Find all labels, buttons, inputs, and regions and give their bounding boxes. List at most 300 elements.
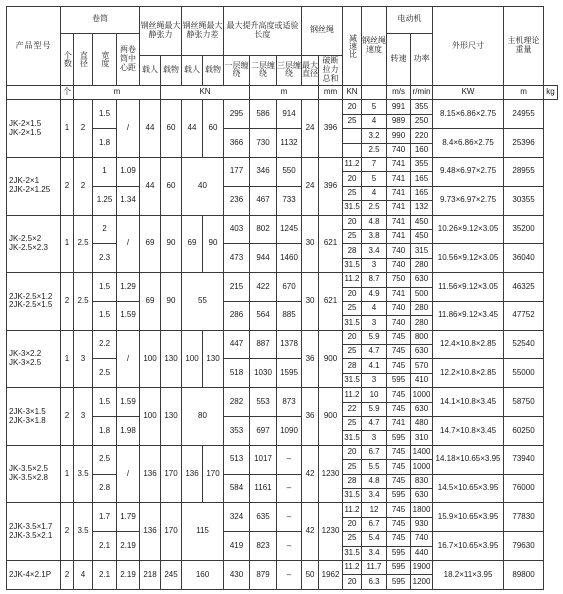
lift-layer-1: 513 xyxy=(224,445,250,474)
rope-static-cargo: 60 xyxy=(161,158,182,216)
rope-static-people: 100 xyxy=(140,330,161,388)
weight: 52540 xyxy=(504,330,544,359)
lift-layer-3: 885 xyxy=(277,301,302,330)
drum-count: 2 xyxy=(61,158,74,216)
lift-layer-2: 887 xyxy=(250,330,277,359)
motor-ratio: 11.2 xyxy=(343,560,362,574)
header-ratio: 减速比 xyxy=(343,7,362,86)
header-rpm: 转速 xyxy=(387,33,411,85)
rope-dia: 36 xyxy=(302,388,319,446)
motor-power: 160 xyxy=(411,143,433,157)
drum-gap: 1.98 xyxy=(117,417,140,446)
motor-rpm: 745 xyxy=(387,330,411,344)
lift-layer-2: 635 xyxy=(250,503,277,532)
dimensions: 14.5×10.65×3.95 xyxy=(433,474,504,503)
drum-width: 2 xyxy=(93,215,117,244)
dimensions: 14.1×10.8×3.45 xyxy=(433,388,504,417)
rope-dia: 30 xyxy=(302,215,319,273)
unit-kn: KN xyxy=(161,86,250,100)
lift-layer-2: 422 xyxy=(250,273,277,302)
model-name xyxy=(7,100,61,158)
lift-layer-3: 914 xyxy=(277,100,302,129)
model-name-line: 2JK-3×1.5 xyxy=(9,406,46,416)
motor-speed: 4.7 xyxy=(362,345,387,359)
rope-diff-people: 44 xyxy=(182,100,203,158)
motor-speed: 2.5 xyxy=(362,201,387,215)
motor-speed: 6.7 xyxy=(362,445,387,459)
rope-static-cargo: 90 xyxy=(161,215,182,273)
motor-rpm: 741 xyxy=(387,172,411,186)
motor-speed: 4 xyxy=(362,301,387,315)
table-row xyxy=(7,560,558,574)
header-rd-people: 载人 xyxy=(182,55,203,85)
rope-break: 396 xyxy=(319,100,343,158)
lift-layer-3: 1245 xyxy=(277,215,302,244)
motor-power: 1000 xyxy=(411,460,433,474)
rope-static-people: 69 xyxy=(140,215,161,273)
motor-rpm: 991 xyxy=(387,100,411,114)
dimensions: 8.4×6.86×2.75 xyxy=(433,129,504,158)
weight: 60250 xyxy=(504,417,544,446)
lift-layer-1: 324 xyxy=(224,503,250,532)
motor-power: 1200 xyxy=(411,575,433,590)
header-layer2: 二层缠绕 xyxy=(250,55,277,85)
motor-rpm: 745 xyxy=(387,402,411,416)
lift-layer-2: 1161 xyxy=(250,474,277,503)
dimensions: 18.2×11×3.95 xyxy=(433,560,504,589)
dimensions: 8.15×6.86×2.75 xyxy=(433,100,504,129)
model-name xyxy=(7,158,61,216)
drum-count: 2 xyxy=(61,560,74,589)
table-row xyxy=(7,86,558,100)
motor-ratio: 25 xyxy=(343,186,362,200)
motor-power: 930 xyxy=(411,517,433,531)
motor-power: 1800 xyxy=(411,503,433,517)
motor-power: 410 xyxy=(411,373,433,387)
model-name-line: 2JK-3.5×2.1 xyxy=(9,530,53,540)
weight: 46325 xyxy=(504,273,544,302)
motor-speed: 4.7 xyxy=(362,417,387,431)
motor-power: 250 xyxy=(411,114,433,128)
motor-power: 355 xyxy=(411,158,433,172)
drum-gap: 1.79 xyxy=(117,503,140,532)
model-name xyxy=(7,560,61,589)
drum-gap: 1.34 xyxy=(117,186,140,215)
weight: 28955 xyxy=(504,158,544,187)
motor-rpm: 990 xyxy=(387,129,411,143)
drum-width: 1.7 xyxy=(93,503,117,532)
weight: 73940 xyxy=(504,445,544,474)
model-name-line: 2JK-2×1.25 xyxy=(9,185,51,195)
weight: 25396 xyxy=(504,129,544,158)
header-rope-break: 破断拉力总和 xyxy=(319,55,343,85)
drum-width: 1 xyxy=(93,158,117,187)
lift-layer-2: 1030 xyxy=(250,359,277,388)
motor-speed: 11.7 xyxy=(362,560,387,574)
motor-ratio: 11.2 xyxy=(343,273,362,287)
motor-ratio: 31.5 xyxy=(343,258,362,272)
weight: 58750 xyxy=(504,388,544,417)
header-rope-diff: 钢丝绳最大静张力差 xyxy=(182,7,224,56)
rope-static-people: 136 xyxy=(140,445,161,503)
motor-rpm: 741 xyxy=(387,229,411,243)
drum-gap: / xyxy=(117,330,140,388)
lift-layer-3: 1460 xyxy=(277,244,302,273)
unit-count: 个 xyxy=(61,86,74,100)
table-row xyxy=(7,273,558,287)
lift-layer-1: 518 xyxy=(224,359,250,388)
motor-speed: 7 xyxy=(362,158,387,172)
lift-layer-3: – xyxy=(277,474,302,503)
motor-rpm: 745 xyxy=(387,503,411,517)
weight: 55000 xyxy=(504,359,544,388)
lift-layer-1: 286 xyxy=(224,301,250,330)
motor-ratio: 28 xyxy=(343,474,362,488)
motor-speed: 4.9 xyxy=(362,287,387,301)
unit-kw: KW xyxy=(433,86,504,100)
header-lift: 最大提升高度或适验长度 xyxy=(224,7,302,56)
motor-rpm: 595 xyxy=(387,431,411,445)
table-row xyxy=(7,100,558,114)
dimensions: 9.73×6.97×2.75 xyxy=(433,186,504,215)
motor-ratio: 25 xyxy=(343,460,362,474)
header-drum-gap: 两卷筒中心距 xyxy=(117,33,140,85)
model-name-line: JK-2×1.5 xyxy=(9,127,42,137)
lift-layer-2: 586 xyxy=(250,100,277,129)
motor-power: 630 xyxy=(411,345,433,359)
rope-static-cargo: 170 xyxy=(161,445,182,503)
dimensions: 12.2×10.8×2.85 xyxy=(433,359,504,388)
model-name xyxy=(7,388,61,446)
drum-dia: 2 xyxy=(74,100,93,158)
lift-layer-1: 366 xyxy=(224,129,250,158)
motor-ratio: 25 xyxy=(343,417,362,431)
lift-layer-2: 879 xyxy=(250,560,277,589)
motor-ratio: 25 xyxy=(343,345,362,359)
drum-gap: 1.09 xyxy=(117,158,140,187)
motor-ratio: 20 xyxy=(343,100,362,114)
motor-ratio: 31.5 xyxy=(343,488,362,502)
rope-break: 1230 xyxy=(319,445,343,503)
lift-layer-2: 346 xyxy=(250,158,277,187)
rope-break: 621 xyxy=(319,215,343,273)
lift-layer-1: 473 xyxy=(224,244,250,273)
table-row xyxy=(7,330,558,344)
header-layer3: 三层缠绕 xyxy=(277,55,302,85)
lift-layer-2: 802 xyxy=(250,215,277,244)
drum-width: 1.8 xyxy=(93,417,117,446)
motor-ratio: 25 xyxy=(343,532,362,546)
lift-layer-1: 353 xyxy=(224,417,250,446)
table-row xyxy=(7,7,558,34)
model-name xyxy=(7,215,61,273)
rope-diff: 40 xyxy=(182,158,224,216)
header-drum-dia: 直径 xyxy=(74,33,93,85)
drum-width: 1.5 xyxy=(93,273,117,302)
lift-layer-2: 697 xyxy=(250,417,277,446)
lift-layer-1: 584 xyxy=(224,474,250,503)
hoist-spec-table xyxy=(6,6,558,590)
drum-dia: 2.5 xyxy=(74,215,93,273)
table-row xyxy=(7,158,558,172)
motor-speed: 8.7 xyxy=(362,273,387,287)
drum-count: 1 xyxy=(61,215,74,273)
rope-break: 1230 xyxy=(319,503,343,561)
drum-dia: 3.5 xyxy=(74,503,93,561)
weight: 47752 xyxy=(504,301,544,330)
model-name-line: JK-2.5×2.3 xyxy=(9,242,48,252)
unit-kn2: KN xyxy=(343,86,362,100)
lift-layer-3: – xyxy=(277,560,302,589)
unit-m3: m xyxy=(504,86,544,100)
header-drum-width: 宽度 xyxy=(93,33,117,85)
motor-power: 450 xyxy=(411,215,433,229)
motor-rpm: 745 xyxy=(387,460,411,474)
drum-dia: 2.5 xyxy=(74,273,93,331)
motor-rpm: 989 xyxy=(387,114,411,128)
header-model: 产品型号 xyxy=(7,7,61,86)
dimensions: 16.7×10.65×3.95 xyxy=(433,532,504,561)
lift-layer-2: 823 xyxy=(250,532,277,561)
motor-ratio: 11.2 xyxy=(343,158,362,172)
model-name-line: 2JK-3.5×1.7 xyxy=(9,521,53,531)
rope-break: 900 xyxy=(319,330,343,388)
lift-layer-3: 1378 xyxy=(277,330,302,359)
model-name-line: 2JK-2.5×1.2 xyxy=(9,291,53,301)
motor-speed: 3 xyxy=(362,431,387,445)
lift-layer-1: 430 xyxy=(224,560,250,589)
motor-rpm: 745 xyxy=(387,532,411,546)
model-name-line: JK-2.5×2 xyxy=(9,234,42,244)
model-name-line: JK-2×1.5 xyxy=(9,118,42,128)
lift-layer-2: 553 xyxy=(250,388,277,417)
model-name xyxy=(7,273,61,331)
motor-speed: 3.8 xyxy=(362,229,387,243)
rope-break: 900 xyxy=(319,388,343,446)
header-layer1: 一层缠绕 xyxy=(224,55,250,85)
motor-rpm: 740 xyxy=(387,143,411,157)
motor-speed: 4 xyxy=(362,186,387,200)
drum-width: 2.2 xyxy=(93,330,117,359)
motor-speed: 4.8 xyxy=(362,474,387,488)
motor-rpm: 741 xyxy=(387,417,411,431)
motor-speed: 4.8 xyxy=(362,215,387,229)
motor-ratio: 31.5 xyxy=(343,201,362,215)
drum-gap: 2.19 xyxy=(117,560,140,589)
motor-rpm: 595 xyxy=(387,575,411,590)
drum-width: 1.5 xyxy=(93,388,117,417)
motor-power: 630 xyxy=(411,488,433,502)
motor-power: 480 xyxy=(411,417,433,431)
motor-rpm: 745 xyxy=(387,388,411,402)
lift-layer-1: 177 xyxy=(224,158,250,187)
unit-ms: m/s xyxy=(387,86,411,100)
motor-power: 570 xyxy=(411,359,433,373)
motor-power: 280 xyxy=(411,258,433,272)
motor-power: 310 xyxy=(411,431,433,445)
motor-rpm: 745 xyxy=(387,359,411,373)
lift-layer-1: 419 xyxy=(224,532,250,561)
dimensions: 9.48×6.97×2.75 xyxy=(433,158,504,187)
header-rs-cargo: 载物 xyxy=(161,55,182,85)
motor-speed: 4 xyxy=(362,114,387,128)
motor-power: 280 xyxy=(411,316,433,330)
header-speed: 钢丝绳速度 xyxy=(362,7,387,86)
drum-gap: / xyxy=(117,445,140,503)
motor-power: 440 xyxy=(411,546,433,560)
motor-power: 800 xyxy=(411,330,433,344)
rope-static-cargo: 90 xyxy=(161,273,182,331)
motor-speed: 3 xyxy=(362,373,387,387)
motor-ratio: 31.5 xyxy=(343,316,362,330)
motor-ratio: 20 xyxy=(343,287,362,301)
rope-diff-people: 69 xyxy=(182,215,203,273)
motor-ratio xyxy=(343,143,362,157)
header-drum: 卷筒 xyxy=(61,7,140,34)
drum-width: 2.3 xyxy=(93,244,117,273)
motor-power: 1000 xyxy=(411,388,433,402)
motor-speed: 5 xyxy=(362,100,387,114)
lift-layer-3: 1595 xyxy=(277,359,302,388)
rope-dia: 42 xyxy=(302,503,319,561)
drum-count: 1 xyxy=(61,330,74,388)
motor-speed: 5.4 xyxy=(362,532,387,546)
lift-layer-3: – xyxy=(277,503,302,532)
motor-power: 280 xyxy=(411,301,433,315)
lift-layer-3: 873 xyxy=(277,388,302,417)
model-name-line: JK-3×2.2 xyxy=(9,349,42,359)
header-rd-cargo: 载物 xyxy=(203,55,224,85)
unit-blank xyxy=(7,86,61,100)
dimensions: 15.9×10.65×3.95 xyxy=(433,503,504,532)
motor-power: 830 xyxy=(411,474,433,488)
unit-m2: m xyxy=(250,86,319,100)
drum-gap: / xyxy=(117,100,140,158)
motor-rpm: 595 xyxy=(387,488,411,502)
drum-dia: 3.5 xyxy=(74,445,93,503)
unit-rmin: r/min xyxy=(411,86,433,100)
drum-count: 1 xyxy=(61,100,74,158)
drum-gap: 1.59 xyxy=(117,388,140,417)
motor-power: 315 xyxy=(411,244,433,258)
rope-diff-cargo: 90 xyxy=(203,215,224,273)
rope-static-cargo: 245 xyxy=(161,560,182,589)
table-row xyxy=(7,215,558,229)
lift-layer-2: 730 xyxy=(250,129,277,158)
drum-gap: 1.59 xyxy=(117,301,140,330)
drum-gap: 2.19 xyxy=(117,532,140,561)
model-name-line: JK-3×2.5 xyxy=(9,357,42,367)
motor-speed: 3.4 xyxy=(362,244,387,258)
header-drum-count: 个数 xyxy=(61,33,74,85)
motor-power: 220 xyxy=(411,129,433,143)
weight: 76000 xyxy=(504,474,544,503)
motor-ratio: 28 xyxy=(343,244,362,258)
rope-static-people: 44 xyxy=(140,100,161,158)
motor-speed: 3.4 xyxy=(362,546,387,560)
model-name-line: JK-3.5×2.8 xyxy=(9,473,48,483)
lift-layer-3: 670 xyxy=(277,273,302,302)
rope-static-people: 69 xyxy=(140,273,161,331)
drum-width: 1.5 xyxy=(93,301,117,330)
rope-diff-cargo: 130 xyxy=(203,330,224,388)
motor-ratio: 11.2 xyxy=(343,503,362,517)
motor-ratio xyxy=(343,129,362,143)
motor-speed: 5.9 xyxy=(362,402,387,416)
motor-rpm: 741 xyxy=(387,287,411,301)
model-name-line: 2JK-2×1 xyxy=(9,176,40,186)
lift-layer-3: 550 xyxy=(277,158,302,187)
lift-layer-3: – xyxy=(277,445,302,474)
header-rope-static: 钢丝绳最大静张力 xyxy=(140,7,182,56)
drum-count: 1 xyxy=(61,445,74,503)
motor-rpm: 740 xyxy=(387,301,411,315)
rope-break: 621 xyxy=(319,273,343,331)
motor-ratio: 20 xyxy=(343,517,362,531)
motor-speed: 3.4 xyxy=(362,488,387,502)
motor-rpm: 745 xyxy=(387,474,411,488)
weight: 77830 xyxy=(504,503,544,532)
drum-dia: 3 xyxy=(74,388,93,446)
rope-static-cargo: 130 xyxy=(161,388,182,446)
drum-width: 2.1 xyxy=(93,560,117,589)
motor-rpm: 741 xyxy=(387,158,411,172)
motor-ratio: 25 xyxy=(343,301,362,315)
lift-layer-3: – xyxy=(277,532,302,561)
dimensions: 12.4×10.8×2.85 xyxy=(433,330,504,359)
motor-speed: 6.3 xyxy=(362,575,387,590)
rope-dia: 42 xyxy=(302,445,319,503)
rope-diff: 55 xyxy=(182,273,224,331)
motor-ratio: 20 xyxy=(343,330,362,344)
motor-speed: 5.5 xyxy=(362,460,387,474)
model-name xyxy=(7,503,61,561)
drum-count: 2 xyxy=(61,503,74,561)
motor-rpm: 741 xyxy=(387,186,411,200)
unit-kg: kg xyxy=(544,86,558,100)
header-power: 功率 xyxy=(411,33,433,85)
motor-ratio: 28 xyxy=(343,359,362,373)
motor-ratio: 20 xyxy=(343,575,362,590)
motor-ratio: 31.5 xyxy=(343,431,362,445)
motor-speed: 3.2 xyxy=(362,129,387,143)
weight: 36040 xyxy=(504,244,544,273)
table-row xyxy=(7,503,558,517)
header-rope-dia: 最大直径 xyxy=(302,55,319,85)
motor-rpm: 741 xyxy=(387,215,411,229)
rope-static-people: 136 xyxy=(140,503,161,561)
rope-dia: 24 xyxy=(302,158,319,216)
motor-rpm: 745 xyxy=(387,517,411,531)
motor-ratio: 25 xyxy=(343,229,362,243)
motor-rpm: 595 xyxy=(387,546,411,560)
unit-ratio xyxy=(362,86,387,100)
rope-break: 396 xyxy=(319,158,343,216)
dimensions: 10.56×9.12×3.05 xyxy=(433,244,504,273)
motor-ratio: 11.2 xyxy=(343,388,362,402)
rope-break: 1962 xyxy=(319,560,343,589)
motor-rpm: 740 xyxy=(387,244,411,258)
motor-power: 165 xyxy=(411,172,433,186)
lift-layer-2: 944 xyxy=(250,244,277,273)
rope-diff-people: 100 xyxy=(182,330,203,388)
dimensions: 14.7×10.8×3.45 xyxy=(433,417,504,446)
lift-layer-3: 733 xyxy=(277,186,302,215)
rope-static-people: 100 xyxy=(140,388,161,446)
drum-gap: 1.29 xyxy=(117,273,140,302)
rope-dia: 50 xyxy=(302,560,319,589)
drum-count: 2 xyxy=(61,273,74,331)
